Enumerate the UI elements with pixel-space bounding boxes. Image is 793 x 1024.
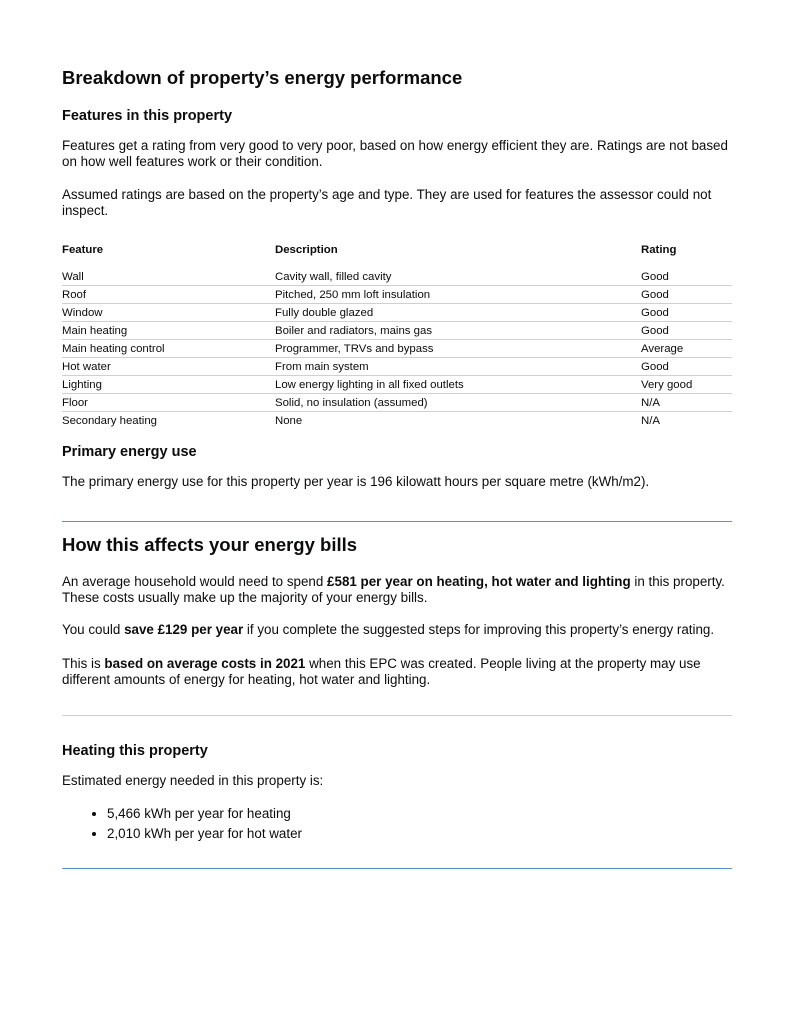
feature-cell: Secondary heating: [62, 414, 157, 427]
bills-title: How this affects your energy bills: [62, 534, 358, 555]
feature-cell: Floor: [62, 394, 275, 412]
heating-intro: Estimated energy needed in this property is:: [62, 773, 324, 788]
description-cell: Fully double glazed: [275, 304, 641, 322]
description-cell: From main system: [275, 358, 641, 376]
feature-cell: Main heating control: [62, 340, 275, 358]
feature-cell: Lighting: [62, 376, 275, 394]
description-cell: Programmer, TRVs and bypass: [275, 340, 641, 358]
features-heading: Features in this property: [62, 108, 233, 124]
header-description: Description: [275, 244, 338, 256]
primary-energy-text: The primary energy use for this property per year is 196 kilowatt hours per square metre (kWh/m2).: [62, 474, 650, 489]
description-cell: Low energy lighting in all fixed outlets: [275, 376, 641, 394]
features-intro-1: Features get a rating from very good to very poor, based on how energy efficient they are. Ratings are not based on how well features work or their condition.: [62, 138, 728, 169]
section-divider-light: [62, 715, 732, 716]
bills-saving-paragraph: [62, 622, 732, 638]
bills-cost-text-start: An average household would need to spend: [62, 574, 328, 589]
breakdown-title: Breakdown of property’s energy performance: [62, 67, 463, 88]
bills-basis-bold: based on average costs in 2021: [104, 656, 306, 671]
list-item: • 2,010 kWh per year for hot water: [107, 824, 302, 844]
bills-saving-text-end: if you complete the suggested steps for improving this property’s energy rating.: [243, 622, 715, 637]
rating-cell: Very good: [641, 376, 732, 394]
table-row: [62, 412, 732, 430]
bills-cost-paragraph: [62, 574, 732, 606]
bills-saving-text-start: You could: [62, 622, 125, 637]
table-row: [62, 376, 732, 394]
bills-saving-amount: save £129 per year: [124, 622, 244, 637]
bills-basis-text-start: This is: [62, 656, 105, 671]
description-cell: Pitched, 250 mm loft insulation: [275, 286, 641, 304]
features-intro-2: Assumed ratings are based on the property’s age and type. They are used for features the assessor could not inspect.: [62, 187, 712, 218]
table-row: [62, 322, 732, 340]
heating-heading: Heating this property: [62, 743, 208, 759]
description-cell: Boiler and radiators, mains gas: [275, 322, 641, 340]
features-table: [62, 240, 732, 429]
table-row: [62, 358, 732, 376]
rating-cell: Good: [641, 286, 732, 304]
bills-cost-text-end: in this property. These costs usually make up the majority of your energy bills.: [62, 574, 725, 605]
rating-cell: Average: [641, 340, 732, 358]
bills-cost-amount: £581 per year on heating, hot water and lighting: [327, 574, 631, 589]
rating-cell: Good: [641, 322, 732, 340]
bills-basis-text-end: when this EPC was created. People living at the property may use different amounts of energy for heating, hot water and lighting.: [62, 656, 701, 687]
heating-estimates-list: [62, 804, 302, 844]
table-row: [62, 304, 732, 322]
rating-cell: N/A: [641, 414, 660, 427]
table-row: [62, 394, 732, 412]
table-row: [62, 340, 732, 358]
rating-cell: Good: [641, 358, 732, 376]
list-item: • 5,466 kWh per year for heating: [107, 804, 302, 824]
table-row: [62, 286, 732, 304]
description-cell: Cavity wall, filled cavity: [275, 268, 641, 286]
feature-cell: Main heating: [62, 322, 275, 340]
section-divider: [62, 521, 732, 522]
feature-cell: Wall: [62, 268, 275, 286]
rating-cell: N/A: [641, 394, 732, 412]
header-feature: Feature: [62, 244, 104, 256]
bills-basis-paragraph: [62, 656, 732, 688]
table-row: [62, 268, 732, 286]
table-header-row: [62, 240, 732, 268]
description-cell: Solid, no insulation (assumed): [275, 394, 641, 412]
feature-cell: Roof: [62, 286, 275, 304]
description-cell: None: [275, 414, 303, 427]
feature-cell: Hot water: [62, 358, 275, 376]
header-rating: Rating: [641, 244, 677, 256]
section-divider: [62, 868, 732, 869]
rating-cell: Good: [641, 268, 732, 286]
rating-cell: Good: [641, 304, 732, 322]
primary-energy-heading: Primary energy use: [62, 444, 197, 460]
feature-cell: Window: [62, 304, 275, 322]
